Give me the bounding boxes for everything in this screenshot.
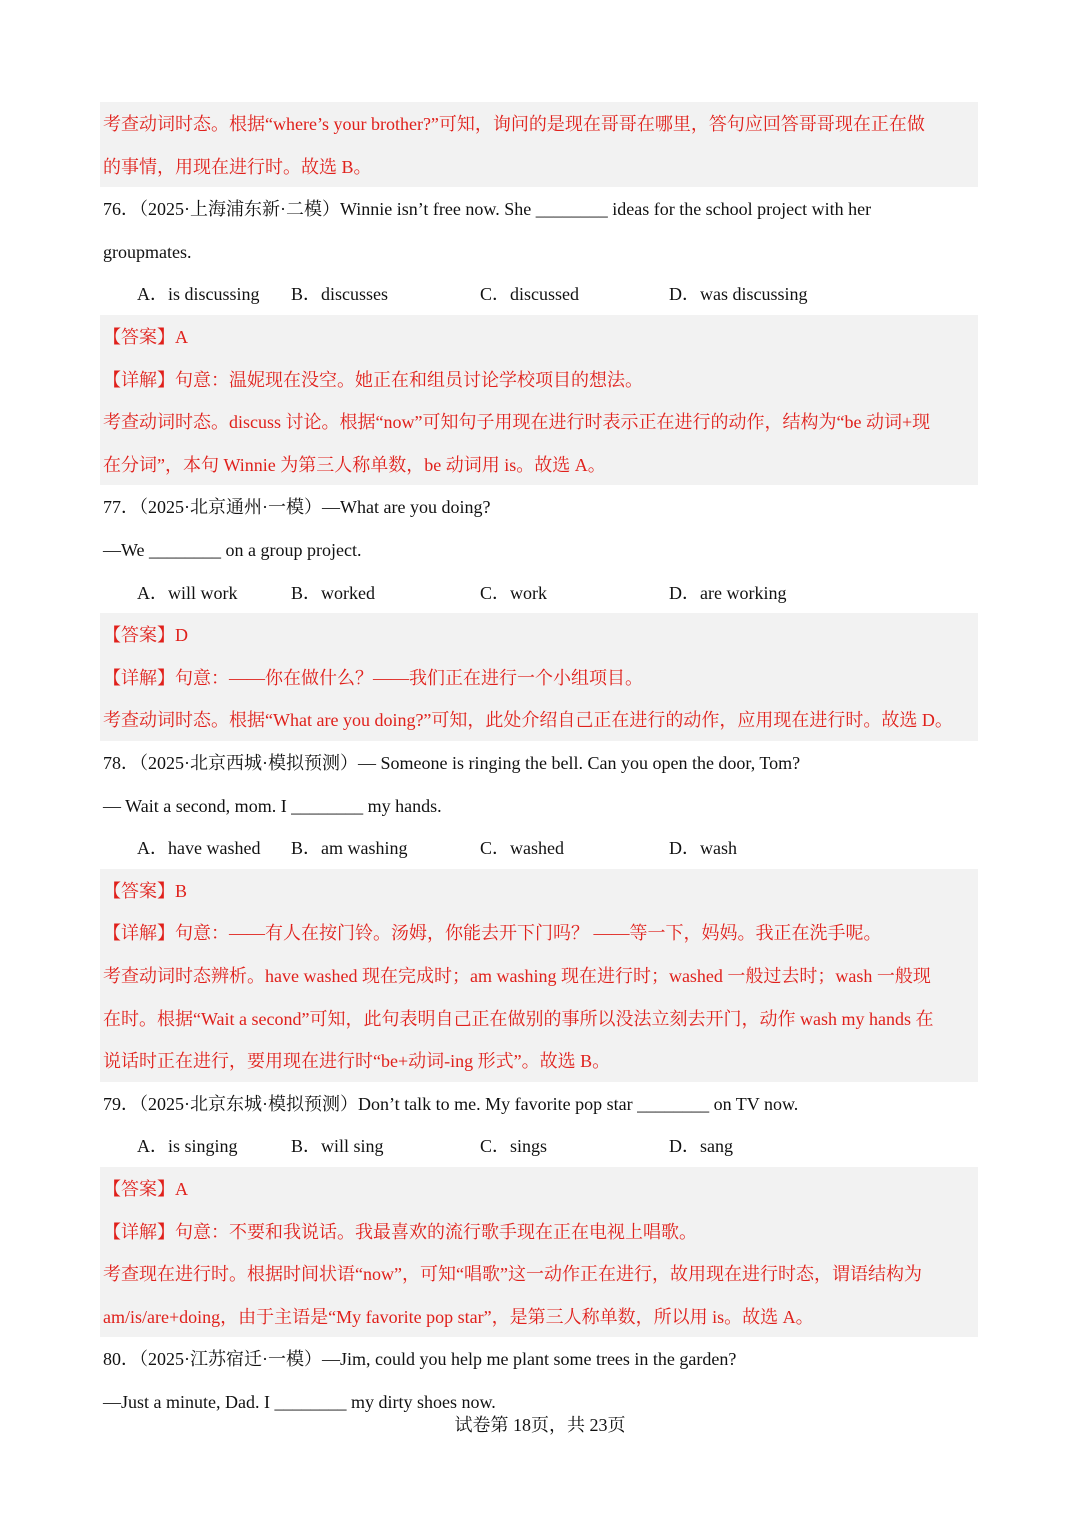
option-c: C．washed — [480, 838, 564, 859]
explanation-line: 考查动词时态辨析。have washed 现在完成时；am washing 现在进行时；washed 一般过去时；wash 一般现 — [103, 966, 931, 986]
explanation-line: 在分词”，本句 Winnie 为第三人称单数，be 动词用 is。故选 A。 — [103, 454, 606, 475]
explanation-line: 的事情，用现在进行时。故选 B。 — [103, 156, 372, 177]
option-c: C．discussed — [480, 284, 579, 305]
option-c: C．work — [480, 582, 547, 603]
option-a: A．will work — [137, 582, 238, 603]
question-line: groupmates. — [103, 241, 192, 262]
option-a: A．is discussing — [137, 284, 260, 305]
option-d: D．wash — [669, 838, 737, 859]
question-line: —We ________ on a group project. — [103, 540, 362, 560]
explanation-line: 说话时正在进行，要用现在进行时“be+动词-ing 形式”。故选 B。 — [103, 1051, 611, 1072]
option-b: B．am washing — [291, 838, 408, 859]
question-line: 78．（2025·北京西城·模拟预测）— Someone is ringing the bell. Can you open the door, Tom? — [103, 753, 801, 773]
explanation-line: 【答案】A — [103, 327, 188, 347]
question-line: 79．（2025·北京东城·模拟预测）Don’t talk to me. My favorite pop star ________ on TV now. — [103, 1093, 799, 1114]
option-a: A．have washed — [137, 838, 261, 859]
explanation-line: am/is/are+doing，由于主语是“My favorite pop star”，是第三人称单数，所以用 is。故选 A。 — [103, 1306, 814, 1327]
question-line: —Just a minute, Dad. I ________ my dirty shoes now. — [103, 1392, 496, 1412]
explanation-line: 考查动词时态。根据“What are you doing?”可知，此处介绍自己正在进行的动作，应用现在进行时。故选 D。 — [103, 710, 953, 731]
question-line: 77．（2025·北京通州·一模）—What are you doing? — [103, 497, 491, 518]
explanation-line: 【详解】句意：——有人在按门铃。汤姆，你能去开下门吗？ ——等一下，妈妈。我正在洗手呢。 — [103, 923, 882, 944]
explanation-line: 【详解】句意：不要和我说话。我最喜欢的流行歌手现在正在电视上唱歌。 — [103, 1221, 697, 1242]
option-d: D．are working — [669, 582, 787, 603]
option-b: B．discusses — [291, 284, 389, 305]
question-line: 76．（2025·上海浦东新·二模）Winnie isn’t free now. She ________ ideas for the school project with her — [103, 199, 872, 220]
option-d: D．was discussing — [669, 284, 808, 305]
explanation-line: 【答案】B — [103, 880, 188, 901]
page-footer: 试卷第 18页，共 23页 — [454, 1415, 626, 1435]
explanation-line: 考查动词时态。根据“where’s your brother?”可知，询问的是现在哥哥在哪里，答句应回答哥哥现在正在做 — [103, 114, 925, 134]
explanation-line: 在时。根据“Wait a second”可知，此句表明自己正在做别的事所以没法立刻去开门，动作 wash my hands 在 — [103, 1008, 934, 1029]
question-line: 80．（2025·江苏宿迁·一模）—Jim, could you help me plant some trees in the garden? — [103, 1349, 737, 1370]
explanation-line: 考查动词时态。discuss 讨论。根据“now”可知句子用现在进行时表示正在进行的动作，结构为“be 动词+现 — [103, 412, 931, 433]
explanation-line: 【详解】句意：——你在做什么？——我们正在进行一个小组项目。 — [103, 667, 643, 688]
option-b: B．worked — [291, 582, 375, 603]
option-c: C．sings — [480, 1136, 548, 1157]
option-b: B．will sing — [291, 1136, 384, 1157]
explanation-line: 【答案】D — [103, 625, 188, 646]
explanation-line: 【答案】A — [103, 1179, 188, 1199]
option-a: A．is singing — [137, 1136, 238, 1157]
explanation-line: 【详解】句意：温妮现在没空。她正在和组员讨论学校项目的想法。 — [103, 369, 643, 390]
explanation-line: 考查现在进行时。根据时间状语“now”，可知“唱歌”这一动作正在进行，故用现在进行时态，谓语结构为 — [103, 1264, 922, 1285]
question-line: — Wait a second, mom. I ________ my hands. — [103, 795, 442, 816]
option-d: D．sang — [669, 1136, 733, 1157]
